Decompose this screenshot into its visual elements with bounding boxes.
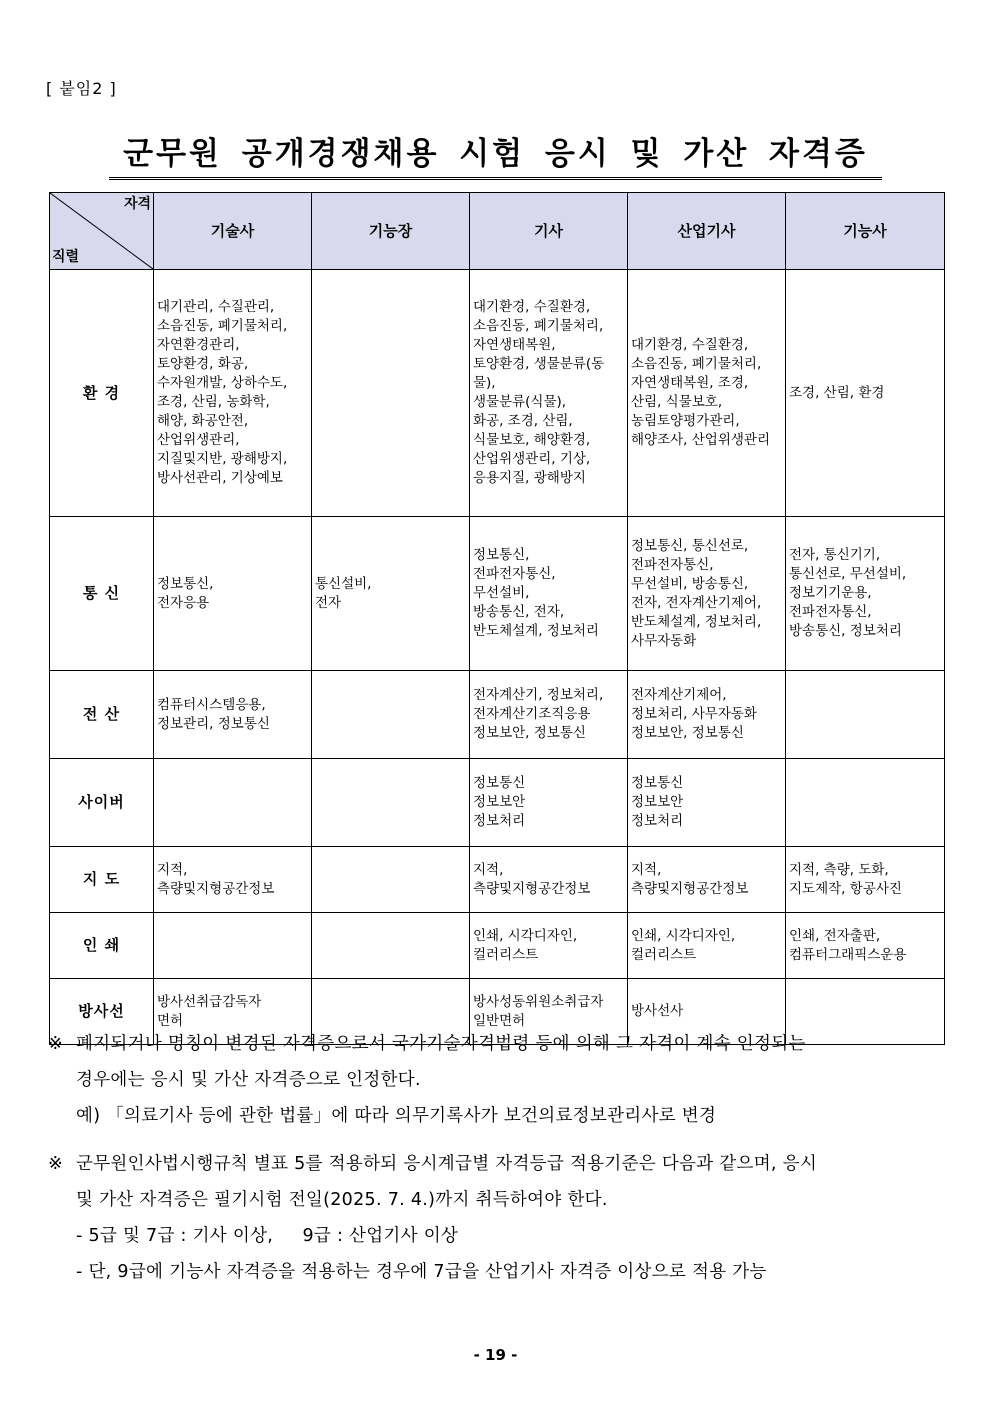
table-cell xyxy=(154,913,312,979)
table-cell: 인쇄, 시각디자인, 컬러리스트 xyxy=(470,913,628,979)
corner-column-label: 자격 xyxy=(123,196,151,212)
note-bullet-line: - 5급 및 7급 : 기사 이상, 9급 : 산업기사 이상 xyxy=(76,1226,459,1246)
table-row xyxy=(50,759,945,847)
attachment-label: [ 붙임2 ] xyxy=(46,79,117,98)
table-cell: 지적, 측량및지형공간정보 xyxy=(470,847,628,913)
table-cell: 방사선사 xyxy=(628,979,786,1045)
table-cell: 대기관리, 수질관리, 소음진동, 폐기물처리, 자연환경관리, 토양환경, 화공, 수자원개발, 상하수도, 조경, 산림, 농화학, 해양, 화공안전, 산업위생관리, 지질및지반, 광해방지, 방사선관리, 기상예보 xyxy=(154,270,312,517)
table-cell: 통신설비, 전자 xyxy=(312,517,470,671)
note-bullet-line: - 단, 9급에 기능사 자격증을 적용하는 경우에 7급을 산업기사 자격증 이상으로 적용 가능 xyxy=(76,1262,767,1282)
table-cell xyxy=(786,671,945,759)
table-cell xyxy=(312,759,470,847)
column-header: 기능사 xyxy=(786,193,945,270)
table-cell: 정보통신, 전자응용 xyxy=(154,517,312,671)
table-cell: 전자, 통신기기, 통신선로, 무선설비, 정보기기운용, 전파전자통신, 방송통신, 정보처리 xyxy=(786,517,945,671)
table-cell: 지적, 측량및지형공간정보 xyxy=(154,847,312,913)
page-number: - 19 - xyxy=(473,1346,518,1364)
row-header: 지 도 xyxy=(50,847,154,913)
note-example-line: 예) 「의료기사 등에 관한 법률」에 따라 의무기록사가 보건의료정보관리사로 변경 xyxy=(76,1106,717,1126)
notes-section xyxy=(48,1026,948,1290)
table-cell xyxy=(154,759,312,847)
table-row xyxy=(50,517,945,671)
note-line: 폐지되거나 명칭이 변경된 자격증으로서 국가기술자격법령 등에 의해 그 자격이 계속 인정되는 xyxy=(76,1034,806,1054)
table-cell: 대기환경, 수질환경, 소음진동, 폐기물처리, 자연생태복원, 토양환경, 생물분류(동물), 생물분류(식물), 화공, 조경, 산림, 식물보호, 해양환경, 산업위생관리, 기상, 응용지질, 광해방지 xyxy=(470,270,628,517)
table-cell xyxy=(786,759,945,847)
column-header: 산업기사 xyxy=(628,193,786,270)
table-cell: 지적, 측량, 도화, 지도제작, 항공사진 xyxy=(786,847,945,913)
table-cell: 정보통신 정보보안 정보처리 xyxy=(628,759,786,847)
page-title: 군무원 공개경쟁채용 시험 응시 및 가산 자격증 xyxy=(109,128,882,180)
certificate-table xyxy=(49,192,945,1045)
table-cell xyxy=(312,270,470,517)
table-cell: 조경, 산림, 환경 xyxy=(786,270,945,517)
table-cell: 방사성동위원소취급자 일반면허 xyxy=(470,979,628,1045)
table-cell xyxy=(312,913,470,979)
note-line: 군무원인사법시행규칙 별표 5를 적용하되 응시계급별 자격등급 적용기준은 다음과 같으며, 응시 xyxy=(76,1154,818,1174)
row-header: 사이버 xyxy=(50,759,154,847)
note-line: 경우에는 응시 및 가산 자격증으로 인정한다. xyxy=(76,1070,421,1090)
table-row xyxy=(50,847,945,913)
column-header: 기사 xyxy=(470,193,628,270)
table-cell: 전자계산기, 정보처리, 전자계산기조직응용 정보보안, 정보통신 xyxy=(470,671,628,759)
table-cell: 인쇄, 전자출판, 컴퓨터그래픽스운용 xyxy=(786,913,945,979)
corner-row-label: 직렬 xyxy=(52,249,80,265)
table-cell xyxy=(312,847,470,913)
row-header: 전 산 xyxy=(50,671,154,759)
table-cell xyxy=(312,671,470,759)
table-row xyxy=(50,671,945,759)
note-item xyxy=(48,1026,948,1134)
table-header-row xyxy=(50,193,945,270)
table-cell: 지적, 측량및지형공간정보 xyxy=(628,847,786,913)
note-line: 및 가산 자격증은 필기시험 전일(2025. 7. 4.)까지 취득하여야 한다. xyxy=(76,1190,608,1210)
table-cell: 정보통신, 전파전자통신, 무선설비, 방송통신, 전자, 반도체설계, 정보처리 xyxy=(470,517,628,671)
note-item xyxy=(48,1146,948,1290)
reference-mark: ※ xyxy=(48,1034,63,1054)
table-cell: 정보통신 정보보안 정보처리 xyxy=(470,759,628,847)
table-row xyxy=(50,913,945,979)
table-cell: 인쇄, 시각디자인, 컬러리스트 xyxy=(628,913,786,979)
row-header: 환 경 xyxy=(50,270,154,517)
table-cell: 방사선취급감독자 면허 xyxy=(154,979,312,1045)
column-header: 기능장 xyxy=(312,193,470,270)
column-header: 기술사 xyxy=(154,193,312,270)
table-corner-cell xyxy=(50,193,154,270)
row-header: 통 신 xyxy=(50,517,154,671)
table-row xyxy=(50,270,945,517)
table-cell: 정보통신, 통신선로, 전파전자통신, 무선설비, 방송통신, 전자, 전자계산기제어, 반도체설계, 정보처리, 사무자동화 xyxy=(628,517,786,671)
table-cell: 컴퓨터시스템응용, 정보관리, 정보통신 xyxy=(154,671,312,759)
table-cell: 전자계산기제어, 정보처리, 사무자동화 정보보안, 정보통신 xyxy=(628,671,786,759)
row-header: 인 쇄 xyxy=(50,913,154,979)
table-cell: 대기환경, 수질환경, 소음진동, 폐기물처리, 자연생태복원, 조경, 산림, 식물보호, 농림토양평가관리, 해양조사, 산업위생관리 xyxy=(628,270,786,517)
reference-mark: ※ xyxy=(48,1154,63,1174)
row-header: 방사선 xyxy=(50,979,154,1045)
